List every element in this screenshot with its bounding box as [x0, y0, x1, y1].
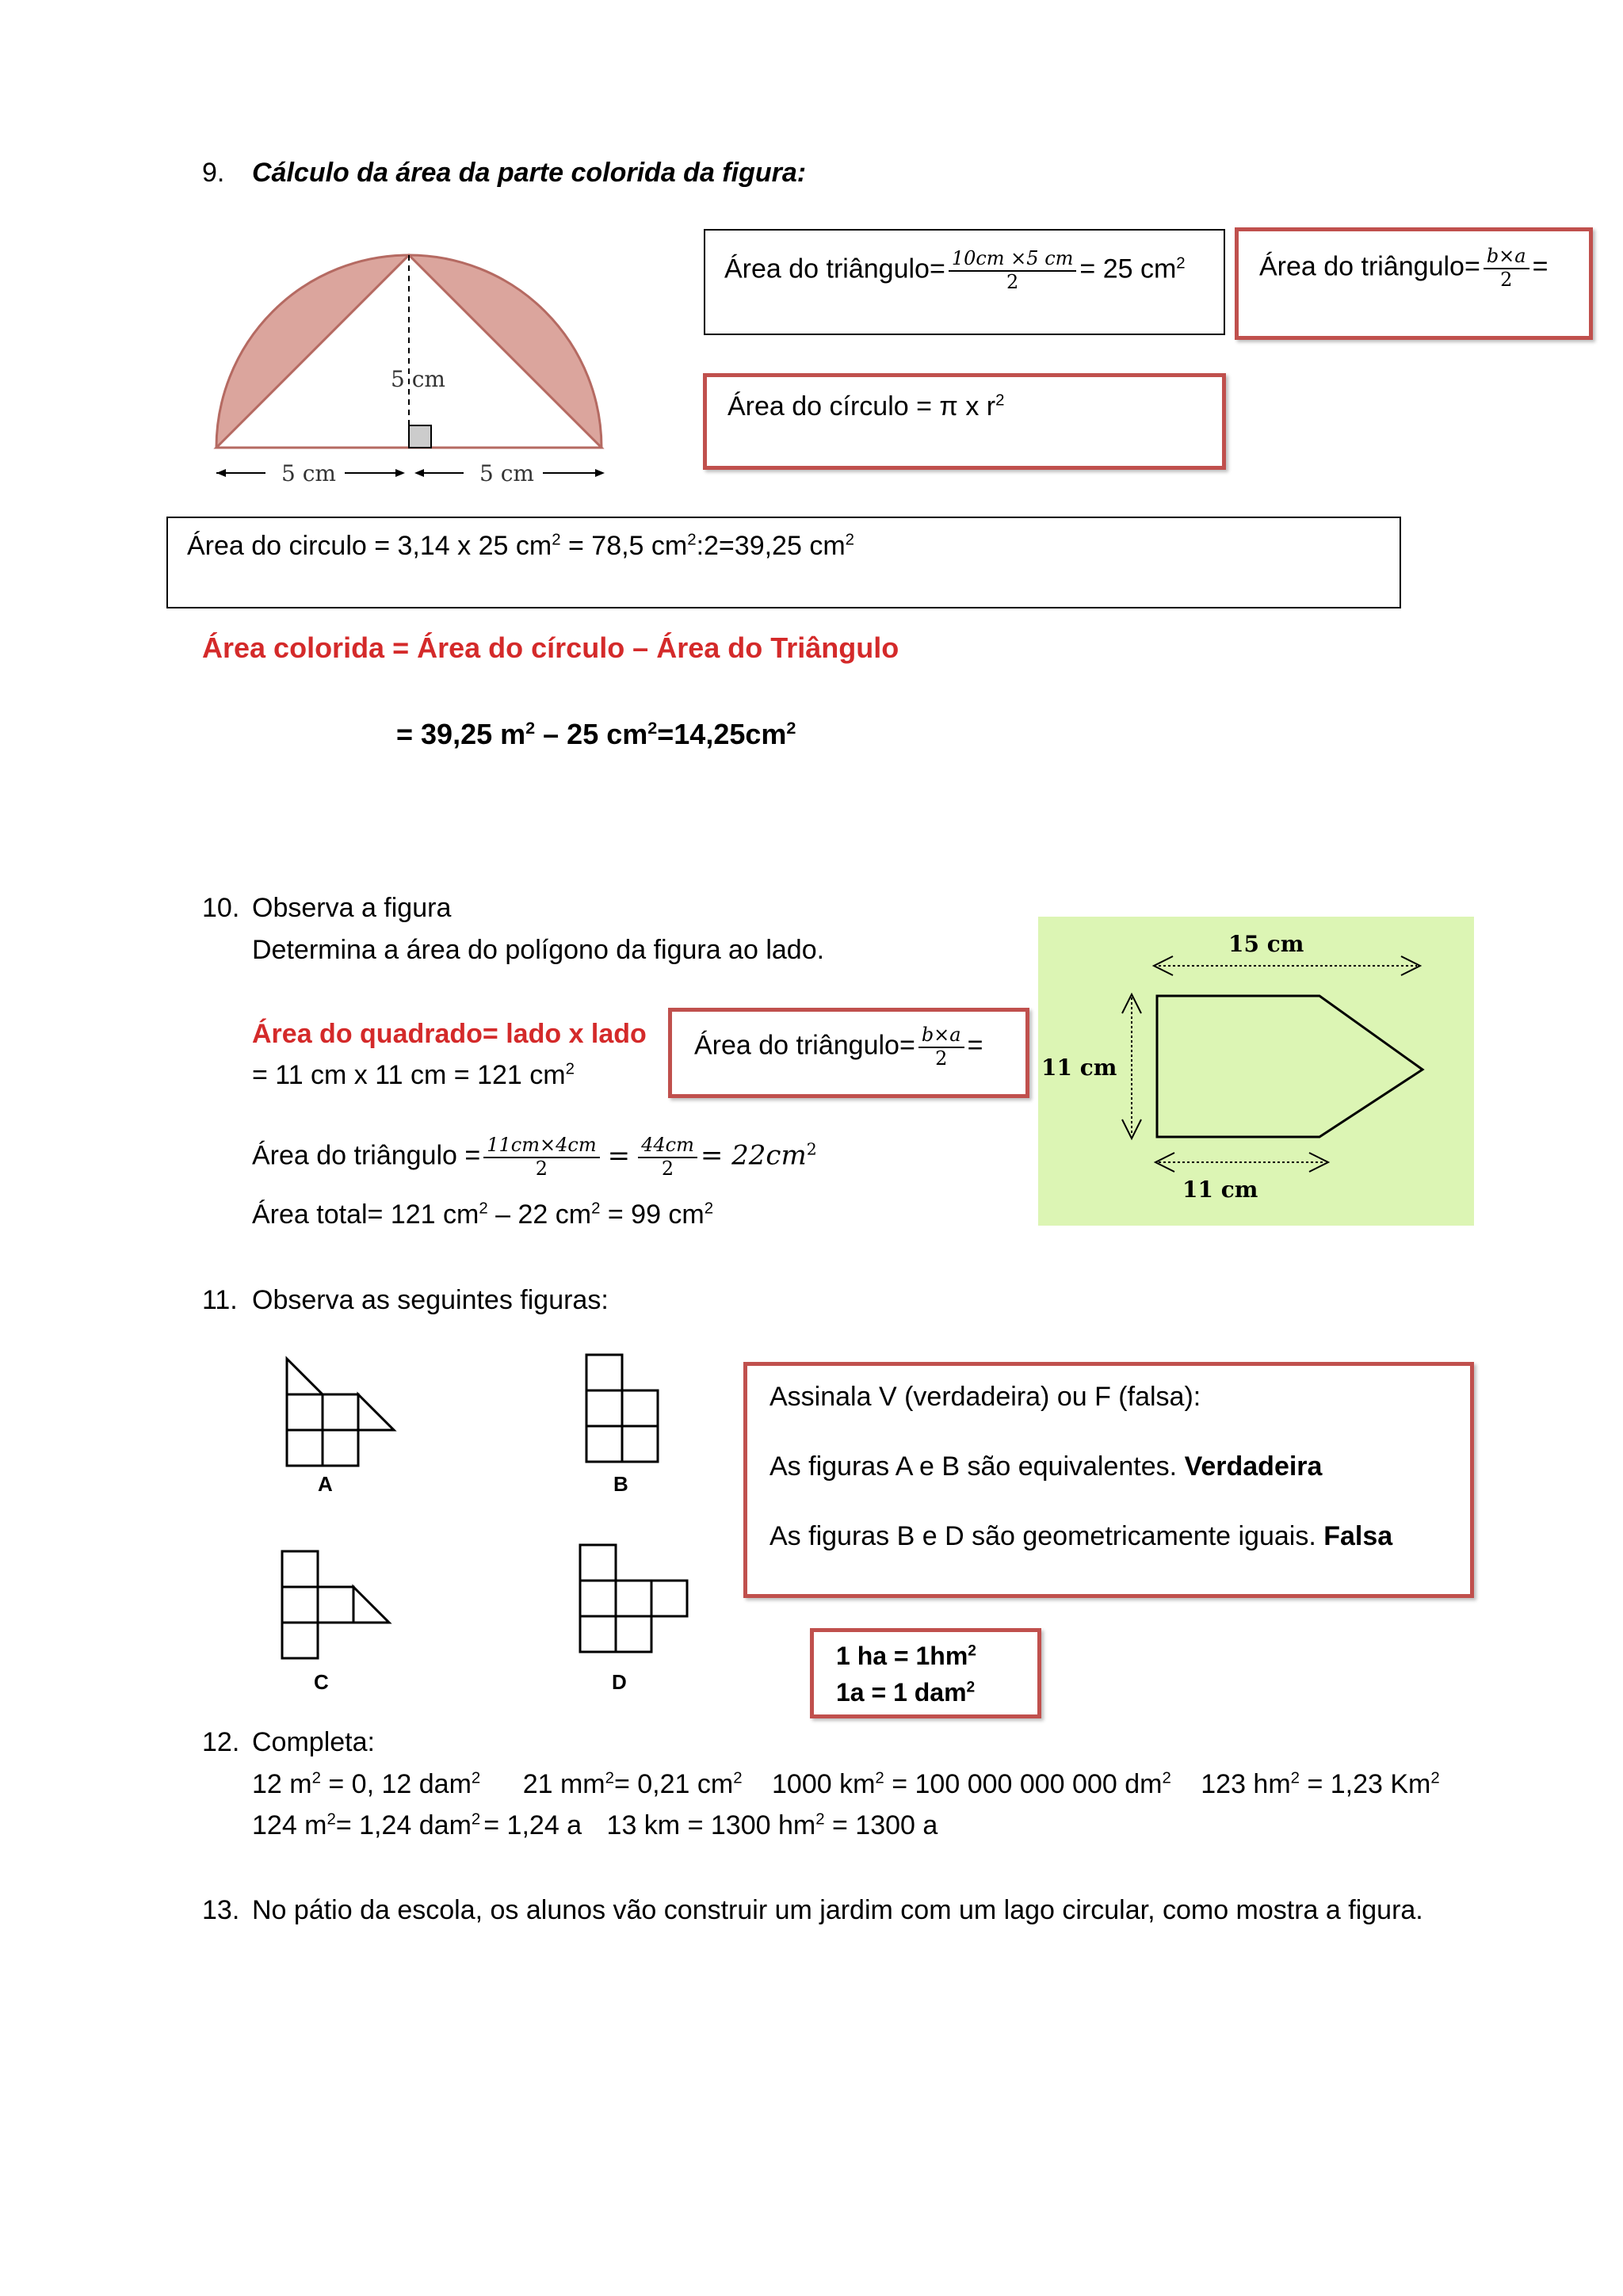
circle-area-box — [166, 517, 1401, 608]
circle-formula-box: Área do círculo = π x $r^2$ — [703, 373, 1226, 470]
triangle-area-calc: Área do triângulo = $\frac{11cm\times 4cm}{2}$ = $\frac{44cm}{2}$ = $22cm^2$ — [252, 1134, 817, 1180]
triangle-area-box: Área do triângulo= $\frac{10cm \times 5 cm}{2}$ = 25 $cm^2$ — [704, 229, 1225, 335]
q13-line: No pátio da escola, os alunos vão construir um jardim com um lago circular, como mostra a figura. — [252, 1895, 1423, 1925]
q9-title: Cálculo da área da parte colorida da figura: — [252, 158, 807, 188]
statement-1: As figuras A e B são equivalentes. Verdadeira — [769, 1451, 1323, 1482]
conversion-4: 123 $hm^2 = 1,23$ Km$^2$ — [1201, 1769, 1440, 1799]
q10-triangle-formula-box: Área do triângulo= $\frac{b\times a}{2}$ = — [668, 1008, 1029, 1098]
statement-2: As figuras B e D são geometricamente iguais. Falsa — [769, 1521, 1393, 1551]
square-area-calc: = 11 cm x 11 cm = 121 $cm^2$ — [252, 1060, 575, 1090]
triangle-formula-fraction: $\frac{b\times a}{2}$ — [1484, 246, 1529, 291]
units-line-2: 1a = 1 dam$^2$ — [836, 1678, 976, 1707]
conversion-3: 1000 $km^2 = 100$ 000 000 000 $dm^2$ — [772, 1769, 1171, 1799]
conversion-row-2: 124 $m^2= 1,24$ dam$^2$ = 1,24 a 13 km = 1300 $hm^2 = 1300$ a — [252, 1810, 938, 1840]
q11-number: 11. — [202, 1285, 238, 1315]
grid-figures — [269, 1347, 713, 1703]
conversion-row-1 — [252, 1769, 1440, 1800]
q10-line2: Determina a área do polígono da figura ao lado. — [252, 935, 825, 965]
answer-1: Verdadeira — [1184, 1451, 1323, 1482]
circle-formula-text: Área do círculo = π x r — [727, 391, 996, 421]
q12-number: 12. — [202, 1727, 240, 1757]
q9-number: 9. — [202, 158, 225, 188]
units-box — [810, 1628, 1041, 1718]
q12-title: Completa: — [252, 1727, 375, 1757]
q11-line: Observa as seguintes figuras: — [252, 1285, 609, 1315]
triangle-area-fraction: $\frac{10cm \times 5 cm}{2}$ — [949, 248, 1077, 293]
colored-area-formula: Área colorida = Área do círculo – Área do Triângulo — [202, 631, 899, 664]
height-label: 5 cm — [391, 366, 445, 392]
q10-number: 10. — [202, 893, 240, 923]
semicircle-figure — [202, 246, 630, 491]
square-area-formula: Área do quadrado= lado x lado — [252, 1019, 647, 1049]
q13-number: 13. — [202, 1895, 240, 1925]
triangle-area-result: = 25 cm — [1079, 254, 1177, 284]
q10-triangle-formula-fraction: $\frac{b\times a}{2}$ — [918, 1024, 964, 1070]
left-length-label: 11 cm — [1041, 1055, 1117, 1081]
left-length-label: 5 cm — [281, 460, 336, 486]
figure-label-b: B — [613, 1472, 628, 1496]
bottom-length-label: 11 cm — [1182, 1177, 1258, 1203]
total-area-calc: Área total= 121 $cm^2 - 22$ $cm^2 = 99$ $cm^2$ — [252, 1199, 714, 1230]
conversion-1: 12 $m^2 = 0$, 12 dam$^2$ — [252, 1769, 481, 1799]
circle-area-text: Área do circulo = 3,14 x 25 $cm^2 = 78,5$ $cm^2:2=39,25$ $cm^2$ — [187, 531, 854, 561]
right-length-label: 5 cm — [479, 460, 534, 486]
figure-label-a: A — [318, 1472, 333, 1496]
q10-line1: Observa a figura — [252, 893, 452, 923]
true-false-instruction: Assinala V (verdadeira) ou F (falsa): — [769, 1382, 1201, 1412]
answer-2: Falsa — [1323, 1521, 1393, 1551]
triangle-formula-label: Área do triângulo= — [1259, 251, 1480, 282]
colored-area-result: = 39,25 $m^2 - 25$ $cm^2=14,25cm^2$ — [396, 718, 796, 750]
conversion-2: 21 $mm^2= 0,21$ $cm^2$ — [522, 1769, 743, 1799]
figure-label-c: C — [314, 1670, 329, 1694]
figure-label-d: D — [612, 1670, 627, 1694]
triangle-area-label: Área do triângulo= — [724, 254, 945, 284]
units-line-1: 1 ha = $1hm^2$ — [836, 1642, 976, 1670]
true-false-box — [743, 1362, 1474, 1598]
triangle-formula-box: Área do triângulo= $\frac{b\times a}{2}$ = — [1235, 227, 1593, 340]
polygon-figure — [1038, 917, 1474, 1226]
top-length-label: 15 cm — [1228, 931, 1304, 957]
